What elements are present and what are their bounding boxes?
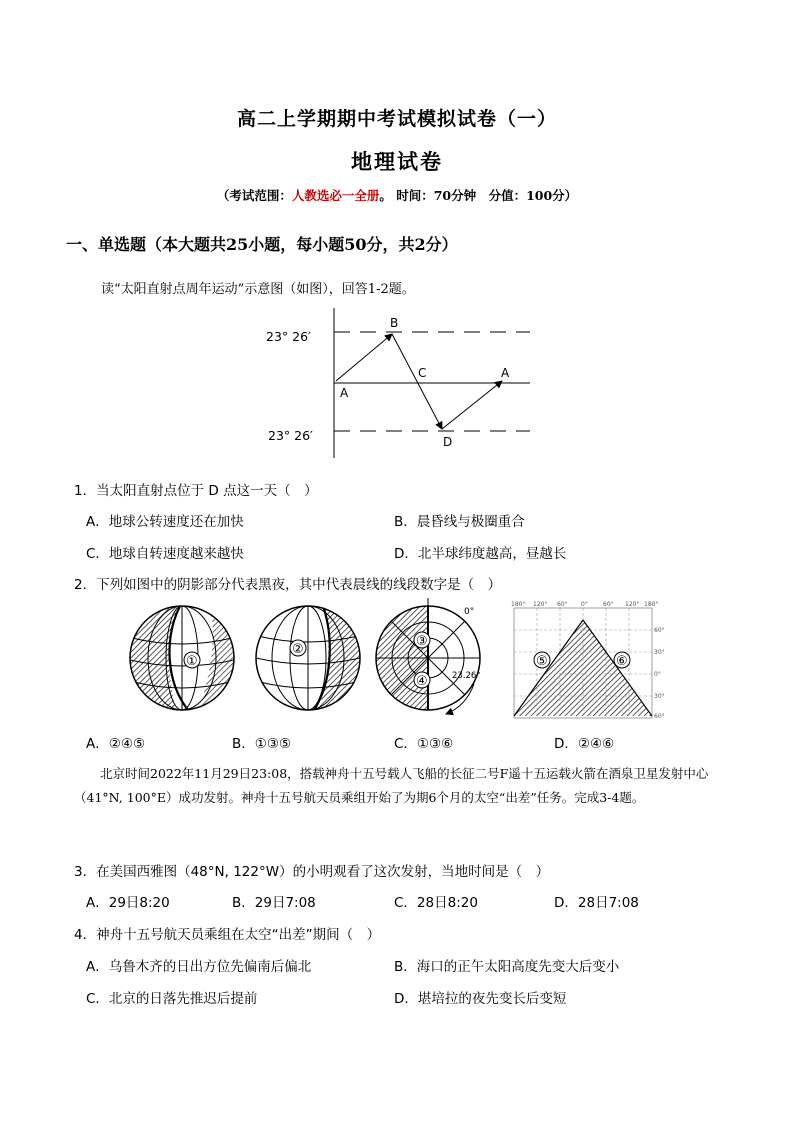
lat-label-4: 60° [654,713,665,720]
q4-option-b[interactable]: B．海口的正午太阳高度先变大后变小 [394,959,620,975]
figure-number-2: ② [292,642,304,657]
q3-option-d[interactable]: D．28日7:08 [554,895,639,911]
q2-option-c[interactable]: C．①③⑥ [394,736,454,752]
intro-1: 读“太阳直射点周年运动”示意图（如图），回答1-2题。 [101,282,415,297]
exam-title: 高二上学期期中考试模拟试卷（一） [236,108,557,130]
lon-label-1: 120° [533,601,548,608]
lat-top-label: 23° 26′ [266,329,311,344]
q4-option-c[interactable]: C．北京的日落先推迟后提前 [86,991,258,1007]
reading-passage: 北京时间2022年11月29日23:08，搭载神舟十五号载人飞船的长征二号F遥十五运载火箭在酒泉卫星发射中心（41°N, 100°E）成功发射。神舟十五号航天员乘组开始了为期6个月的太空“出差”任务。完成3-4题。 [74,766,709,805]
q3-stem: 3．在美国西雅图（48°N, 122°W）的小明观看了这次发射，当地时间是（ ） [74,864,550,880]
lat-label-3: 30° [654,693,665,700]
sun-direct-point-diagram [258,308,538,458]
lat-label-1: 30° [654,649,665,656]
q1-stem: 1．当太阳直射点位于 D 点这一天（ ） [74,483,318,499]
lat-bottom-label: 23° 26′ [268,428,313,443]
section-title: 一、单选题（本大题共25小题，每小题50分，共2分） [66,235,458,254]
figure-number-5: ⑤ [536,654,548,669]
q4-option-d[interactable]: D．堪培拉的夜先变长后变短 [394,991,567,1007]
exam-subtitle: 地理试卷 [351,149,443,174]
point-d: D [443,435,453,449]
lon-label-5: 120° [625,601,640,608]
q3-option-c[interactable]: C．28日8:20 [394,895,478,911]
q2-option-a[interactable]: A．②④⑤ [86,736,146,752]
q2-option-d[interactable]: D．②④⑥ [554,736,615,752]
lon-label-0: 180° [511,601,526,608]
q4-option-a[interactable]: A．乌鲁木齐的日出方位先偏南后偏北 [86,959,312,975]
lat-label-0: 60° [654,627,665,634]
lon-label-6: 180° [644,601,659,608]
figure-number-1: ① [186,654,198,669]
figure-number-6: ⑥ [616,654,628,669]
polar-deg-0: 0° [464,607,475,617]
point-a-end: A [501,366,510,380]
q3-option-b[interactable]: B．29日7:08 [232,895,316,911]
exam-scope [0,186,794,204]
q2-stem: 2．下列如图中的阴影部分代表黑夜，其中代表晨线的线段数字是（ ） [74,577,502,593]
lat-label-2: 0° [654,671,661,678]
lon-label-4: 60° [603,601,614,608]
polar-figure-3 [376,598,481,714]
q1-option-b[interactable]: B．晨昏线与极圈重合 [394,514,525,530]
figure-number-4: ④ [416,674,428,689]
lon-label-2: 60° [557,601,568,608]
globe-figure-2 [256,598,360,722]
globe-figure-1 [130,598,234,722]
q2-option-b[interactable]: B．①③⑤ [232,736,292,752]
point-c: C [418,366,427,380]
q1-option-a[interactable]: A．地球公转速度还在加快 [86,514,244,530]
arrow-b-d [392,334,442,429]
arrow-d-a [442,381,502,429]
scope-prefix: （考试范围： [216,188,292,203]
scope-suffix: 。 时间：70分钟 分值：100分） [379,188,578,203]
q3-option-a[interactable]: A．29日8:20 [86,895,170,911]
figure-number-3: ③ [416,634,428,649]
q2-figures [128,598,668,722]
scope-value: 人教选必一全册 [291,188,380,203]
arrow-a-b [336,334,392,381]
polar-lat-label: 23.26° [452,671,481,681]
point-a-start: A [340,386,349,400]
q1-option-c[interactable]: C．地球自转速度越来越快 [86,546,244,562]
q1-option-d[interactable]: D．北半球纬度越高，昼越长 [394,546,567,562]
map-figure-56 [511,601,665,720]
q4-stem: 4．神舟十五号航天员乘组在太空“出差”期间（ ） [74,927,381,943]
point-b: B [390,316,399,330]
lon-label-3: 0° [581,601,588,608]
